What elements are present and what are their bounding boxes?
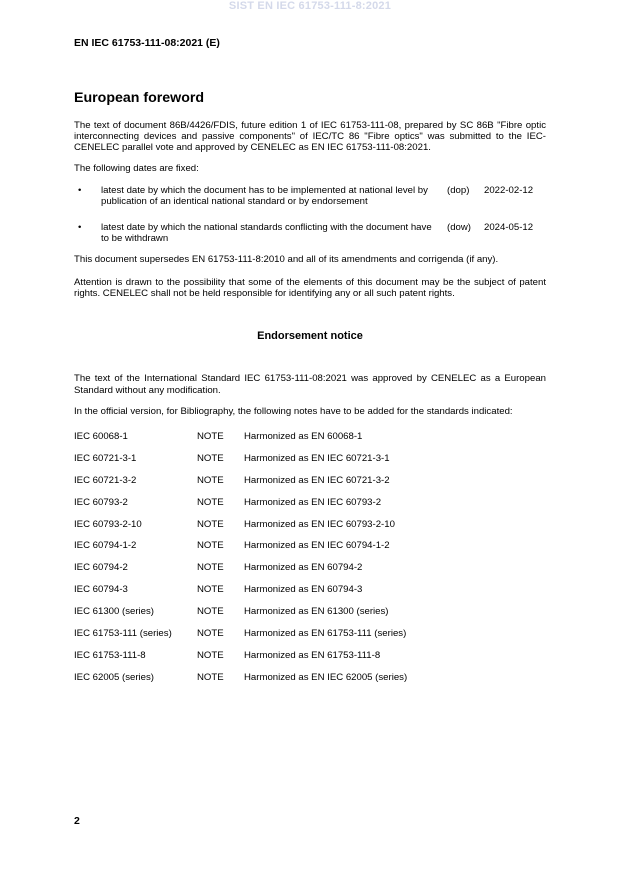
date-value: 2024-05-12 [484, 221, 534, 233]
page-number: 2 [74, 815, 80, 827]
standard-ref: IEC 60721-3-2 [74, 474, 137, 486]
standard-ref: IEC 62005 (series) [74, 671, 154, 683]
standard-ref: IEC 60794-2 [74, 562, 128, 574]
bullet-marker: • [78, 221, 82, 233]
note-label: NOTE [197, 649, 224, 661]
note-row [74, 606, 546, 628]
note-row [74, 540, 546, 562]
foreword-paragraph-3: This document supersedes EN 61753-111-8:2010 and all of its amendments and corrigenda (if any). [74, 253, 499, 265]
note-row [74, 584, 546, 606]
note-label: NOTE [197, 431, 224, 443]
note-text: Harmonized as EN 60068-1 [244, 431, 363, 443]
date-abbreviation: (dow) [447, 221, 471, 233]
foreword-paragraph-2: The following dates are fixed: [74, 162, 199, 174]
endorsement-paragraph-2: In the official version, for Bibliography, the following notes have to be added for the standards indicated: [74, 405, 513, 417]
bullet-marker: • [78, 184, 82, 196]
note-text: Harmonized as EN IEC 60721-3-2 [244, 474, 390, 486]
foreword-paragraph-4: Attention is drawn to the possibility that some of the elements of this document may be the subject of patent rights. CENELEC shall not be held responsible for identifying any or all such patent rights. [74, 277, 546, 300]
standard-ref: IEC 60068-1 [74, 431, 128, 443]
standard-ref: IEC 61753-111-8 [74, 649, 146, 661]
date-abbreviation: (dop) [447, 184, 470, 196]
note-row [74, 475, 546, 497]
note-text: Harmonized as EN IEC 60793-2 [244, 496, 382, 508]
endorsement-title: Endorsement notice [257, 330, 363, 343]
note-text: Harmonized as EN IEC 60721-3-1 [244, 452, 390, 464]
note-label: NOTE [197, 606, 224, 618]
bibliography-notes [74, 431, 546, 694]
date-value: 2022-02-12 [484, 184, 534, 196]
note-label: NOTE [197, 540, 224, 552]
note-label: NOTE [197, 628, 224, 640]
note-label: NOTE [197, 518, 224, 530]
note-row [74, 497, 546, 519]
note-label: NOTE [197, 496, 224, 508]
note-label: NOTE [197, 452, 224, 464]
date-description: latest date by which the document has to be implemented at national level by publication of an identical national standard or by endorsement [101, 184, 428, 208]
standard-ref: IEC 60721-3-1 [74, 452, 137, 464]
note-label: NOTE [197, 584, 224, 596]
note-label: NOTE [197, 671, 224, 683]
standard-ref: IEC 60794-1-2 [74, 540, 137, 552]
note-row [74, 562, 546, 584]
note-row [74, 650, 546, 672]
standard-ref: IEC 61753-111 (series) [74, 628, 172, 640]
note-row [74, 453, 546, 475]
standard-ref: IEC 60793-2 [74, 496, 128, 508]
standard-ref: IEC 61300 (series) [74, 606, 154, 618]
note-text: Harmonized as EN IEC 60794-1-2 [244, 540, 390, 552]
note-text: Harmonized as EN 61300 (series) [244, 606, 389, 618]
foreword-title: European foreword [74, 90, 205, 106]
standard-ref: IEC 60793-2-10 [74, 518, 142, 530]
note-row [74, 519, 546, 541]
watermark: SIST EN IEC 61753-111-8:2021 [228, 0, 392, 12]
date-item-dop [74, 185, 546, 207]
note-text: Harmonized as EN IEC 62005 (series) [244, 671, 408, 683]
date-description: latest date by which the national standards conflicting with the document have to be withdrawn [101, 221, 432, 245]
standard-ref: IEC 60794-3 [74, 584, 128, 596]
note-row [74, 672, 546, 694]
foreword-paragraph-1: The text of document 86B/4426/FDIS, future edition 1 of IEC 61753-111-08, prepared by SC 86B "Fibre optic interconnecting devices and passive components" of IEC/TC 86 "Fibre optics" was submitted to the IEC-CENELEC parallel vote and approved by CENELEC as EN IEC 61753-111-08:2021. [74, 120, 546, 154]
note-label: NOTE [197, 562, 224, 574]
note-text: Harmonized as EN 60794-3 [244, 584, 363, 596]
endorsement-paragraph-1: The text of the International Standard IEC 61753-111-08:2021 was approved by CENELEC as a European Standard without any modification. [74, 373, 546, 396]
note-row [74, 628, 546, 650]
page-content [74, 90, 546, 694]
note-label: NOTE [197, 474, 224, 486]
note-row [74, 431, 546, 453]
note-text: Harmonized as EN 61753-111 (series) [244, 628, 407, 640]
note-text: Harmonized as EN 60794-2 [244, 562, 363, 574]
document-header: EN IEC 61753-111-08:2021 (E) [74, 37, 220, 49]
note-text: Harmonized as EN 61753-111-8 [244, 649, 381, 661]
date-item-dow [74, 222, 546, 244]
note-text: Harmonized as EN IEC 60793-2-10 [244, 518, 395, 530]
